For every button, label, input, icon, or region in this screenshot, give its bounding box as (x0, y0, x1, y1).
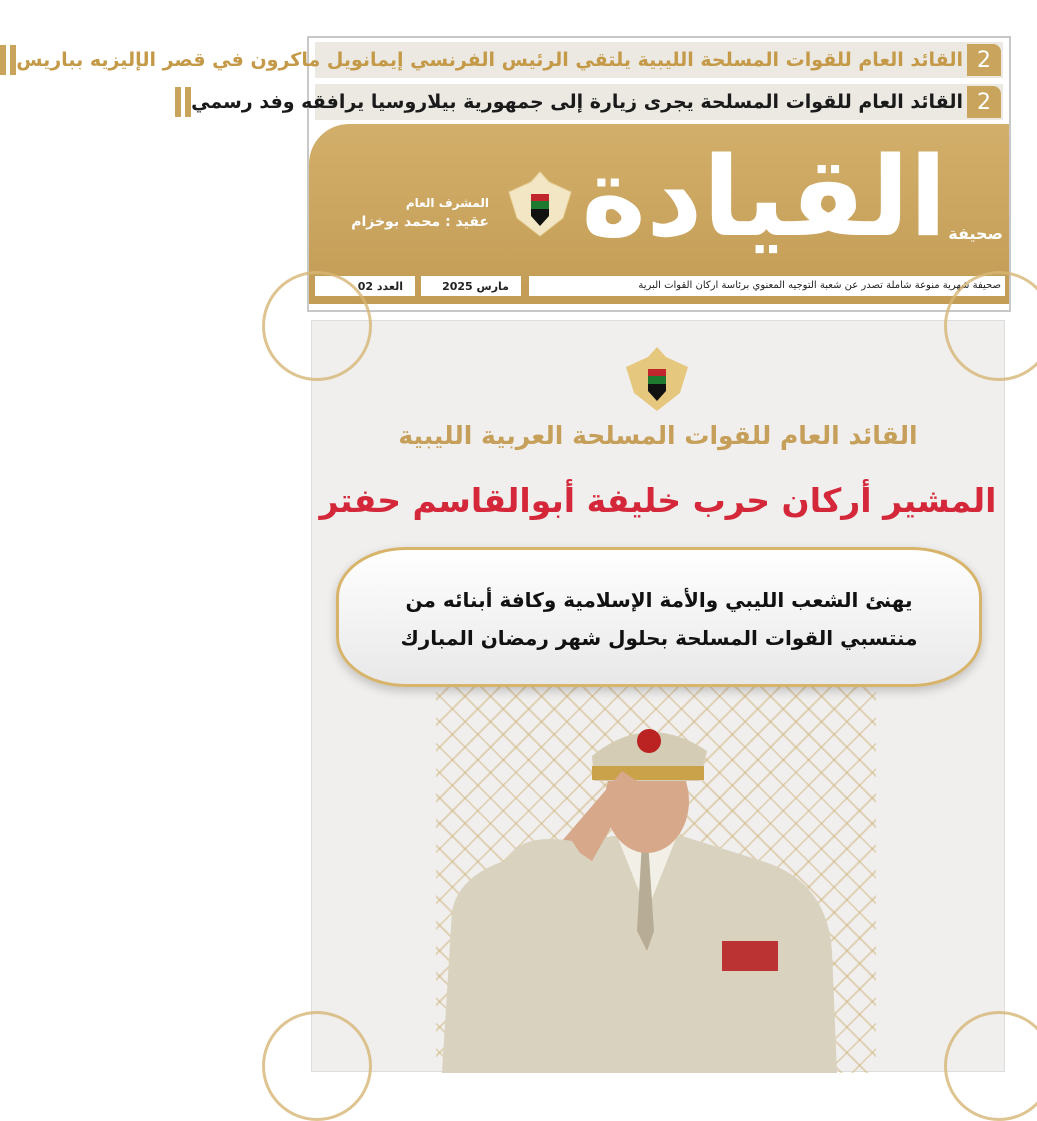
newspaper-title: القيادة (581, 133, 947, 261)
newspaper-description: صحيفة شهرية منوعة شاملة تصدر عن شعبة التوجيه المعنوي برئاسة اركان القوات البرية (529, 276, 1005, 296)
saluting-officer-photo (442, 711, 842, 1073)
corner-ornament (262, 271, 372, 381)
eagle-emblem-icon (505, 168, 575, 240)
headline-text: القائد العام للقوات المسلحة يجرى زيارة إلى جمهورية بيلاروسيا يرافقه وفد رسمي (191, 91, 963, 113)
corner-ornament (262, 1011, 372, 1121)
masthead (309, 124, 1009, 304)
corner-ornament (944, 271, 1037, 381)
eagle-emblem-icon (622, 343, 692, 415)
issue-date: مارس 2025 (421, 276, 521, 296)
corner-ornament (944, 1011, 1037, 1121)
poster-name: المشير أركان حرب خليفة أبوالقاسم حفتر (319, 481, 997, 520)
masthead-prefix: صحيفة (948, 224, 1003, 243)
supervisor-name: عقيد : محمد بوخزام (351, 214, 489, 230)
supervisor-block (339, 196, 489, 230)
greeting-line-2: منتسبي القوات المسلحة بحلول شهر رمضان المبارك (400, 626, 918, 650)
headline-2[interactable] (191, 84, 1003, 120)
supervisor-label: المشرف العام (405, 196, 489, 210)
headline-1[interactable] (16, 42, 1003, 78)
ramadan-greeting-poster (311, 320, 1005, 1072)
bar-decoration (175, 87, 191, 117)
headline-text: القائد العام للقوات المسلحة الليبية يلتقي الرئيس الفرنسي إيمانويل ماكرون في قصر الإليزيه بباريس (16, 49, 963, 71)
page-number-badge: 2 (967, 86, 1001, 118)
issue-number: العدد 02 (315, 276, 415, 296)
greeting-line-1: يهنئ الشعب الليبي والأمة الإسلامية وكافة أبنائه من (405, 588, 913, 612)
greeting-banner (336, 547, 982, 687)
page-number-badge: 2 (967, 44, 1001, 76)
poster-subtitle: القائد العام للقوات المسلحة العربية الليبية (398, 421, 918, 450)
bar-decoration (0, 45, 16, 75)
